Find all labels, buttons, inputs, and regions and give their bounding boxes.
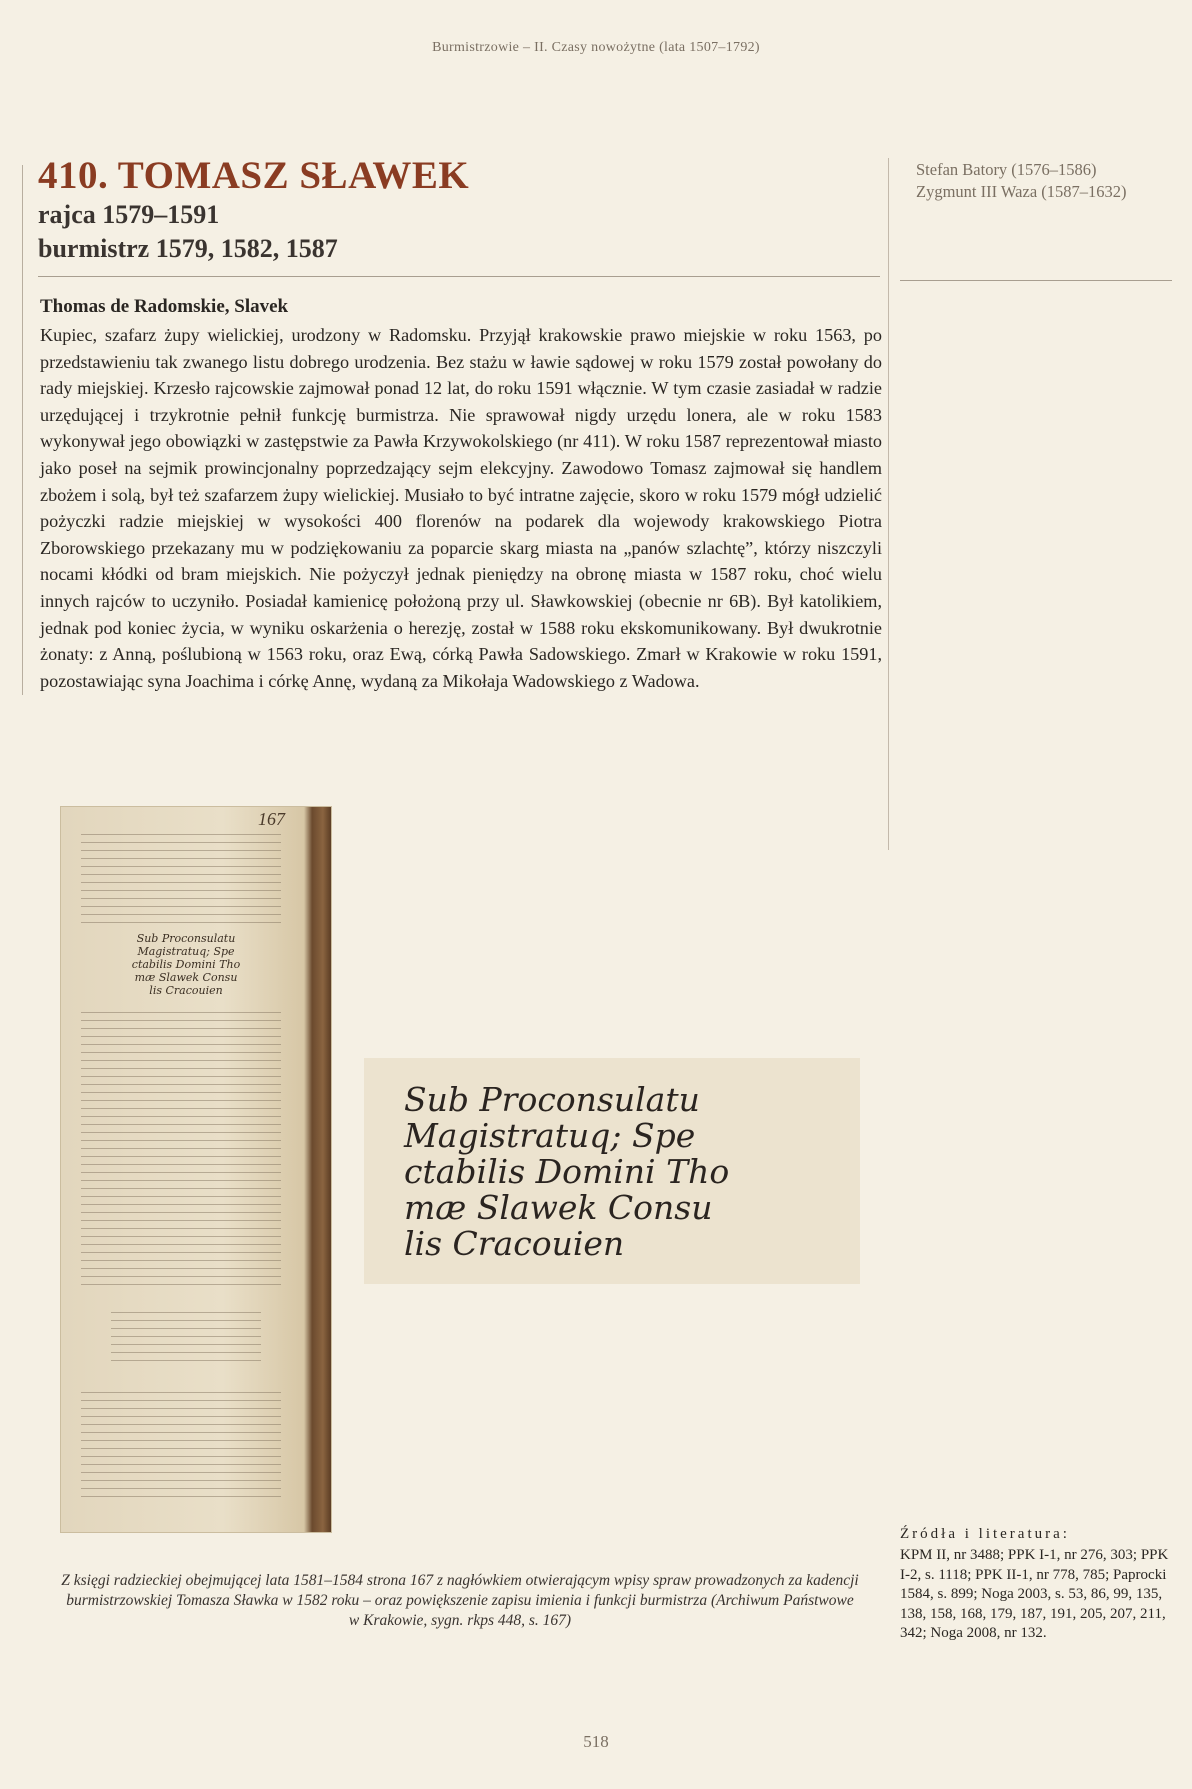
- manuscript-text-block: [81, 829, 281, 925]
- running-header: Burmistrzowie – II. Czasy nowożytne (lata 1507–1792): [432, 40, 760, 55]
- folio-number: 167: [258, 809, 285, 829]
- office-mayor: burmistrz 1579, 1582, 1587: [38, 234, 338, 263]
- page-number: 518: [583, 1732, 609, 1751]
- reign-item: Zygmunt III Waza (1587–1632): [916, 182, 1127, 201]
- manuscript-heading: Sub Proconsulatu Magistratuq; Spe ctabilis Domini Tho mæ Slawek Consu lis Cracouien: [131, 932, 241, 997]
- manuscript-page-image: [60, 806, 332, 1533]
- reigns-list: [916, 159, 1176, 203]
- manuscript-text-block: [81, 1387, 281, 1497]
- manuscript-text-block: [81, 1007, 281, 1287]
- sources-text: KPM II, nr 3488; PPK I-1, nr 276, 303; PPK I-2, s. 1118; PPK II-1, nr 778, 785; Paprocki 1584, s. 899; Noga 2003, s. 53, 86, 99, 135, 138, 158, 168, 179, 187, 191, 205, 207, 211, 342; Noga 2008, nr 132.: [900, 1547, 1169, 1641]
- left-margin-rule: [22, 165, 23, 695]
- manuscript-detail-image: [364, 1058, 860, 1284]
- biography-text: Kupiec, szafarz żupy wielickiej, urodzony w Radomsku. Przyjął krakowskie prawo miejskie w roku 1563, po przedstawieniu tak zwanego listu dobrego urodzenia. Bez stażu w ławie sądowej w roku 1579 został powołany do rady miejskiej. Krzesło rajcowskie zajmował ponad 12 lat, do roku 1591 włącznie. W tym czasie zasiadał w radzie urzędującej i trzykrotnie pełnił funkcję burmistrza. Nie sprawował nigdy urzędu lonera, ale w roku 1583 wykonywał jego obowiązki w zastępstwie za Pawła Krzywokolskiego (nr 411). W roku 1587 reprezentował miasto jako poseł na sejmik prowincjonalny poprzedzający sejm elekcyjny. Zawodowo Tomasz zajmował się handlem zbożem i solą, był też szafarzem żupy wielickiej. Musiało to być intratne zajęcie, skoro w roku 1579 mógł udzielić pożyczki radzie miejskiej w wysokości 400 florenów na podarek dla wojewody krakowskiego Piotra Zborowskiego przekazany mu w podziękowaniu za poparcie skarg miasta na „panów szlachtę”, którzy niszczyli nocami kłódki od bram miejskich. Nie pożyczył jednak pieniędzy na obronę miasta w 1587 roku, choć wielu innych rajców to uczyniło. Posiadał kamienicę położoną przy ul. Sławkowskiej (obecnie nr 6B). Był katolikiem, jednak pod koniec życia, w wyniku oskarżenia o herezję, został w 1588 roku ekskomunikowany. Był dwukrotnie żonaty: z Anną, poślubioną w 1563 roku, oraz Ewą, córką Pawła Sadowskiego. Zmarł w Krakowie w roku 1591, pozostawiając syna Joachima i córkę Annę, wydaną za Mikołaja Wadowskiego z Wadowa.: [40, 325, 882, 691]
- manuscript-text-block: [111, 1307, 261, 1367]
- office-councillor: rajca 1579–1591: [38, 200, 220, 229]
- title-divider: [38, 276, 880, 277]
- figure-caption: Z księgi radzieckiej obejmującej lata 1581–1584 strona 167 z nagłówkiem otwierającym wpisy spraw prowadzonych za kadencji burmistrzowskiej Tomasza Sławka w 1582 roku – oraz powiększenie zapisu imienia i funkcji burmistrza (Archiwum Państwowe w Krakowie, sygn. rkps 448, s. 167): [61, 1572, 859, 1629]
- entry-title-block: [38, 154, 738, 266]
- alternate-names: Thomas de Radomskie, Slavek: [40, 296, 289, 317]
- entry-title: 410. TOMASZ SŁAWEK: [38, 154, 470, 197]
- sources-label: Źródła i literatura:: [900, 1526, 1070, 1542]
- column-divider: [888, 158, 889, 850]
- manuscript-detail-text: Sub Proconsulatu Magistratuq; Spe ctabilis Domini Tho mæ Slawek Consu lis Cracouien: [404, 1080, 730, 1263]
- reign-item: Stefan Batory (1576–1586): [916, 160, 1097, 179]
- sidebar-divider: [900, 280, 1172, 281]
